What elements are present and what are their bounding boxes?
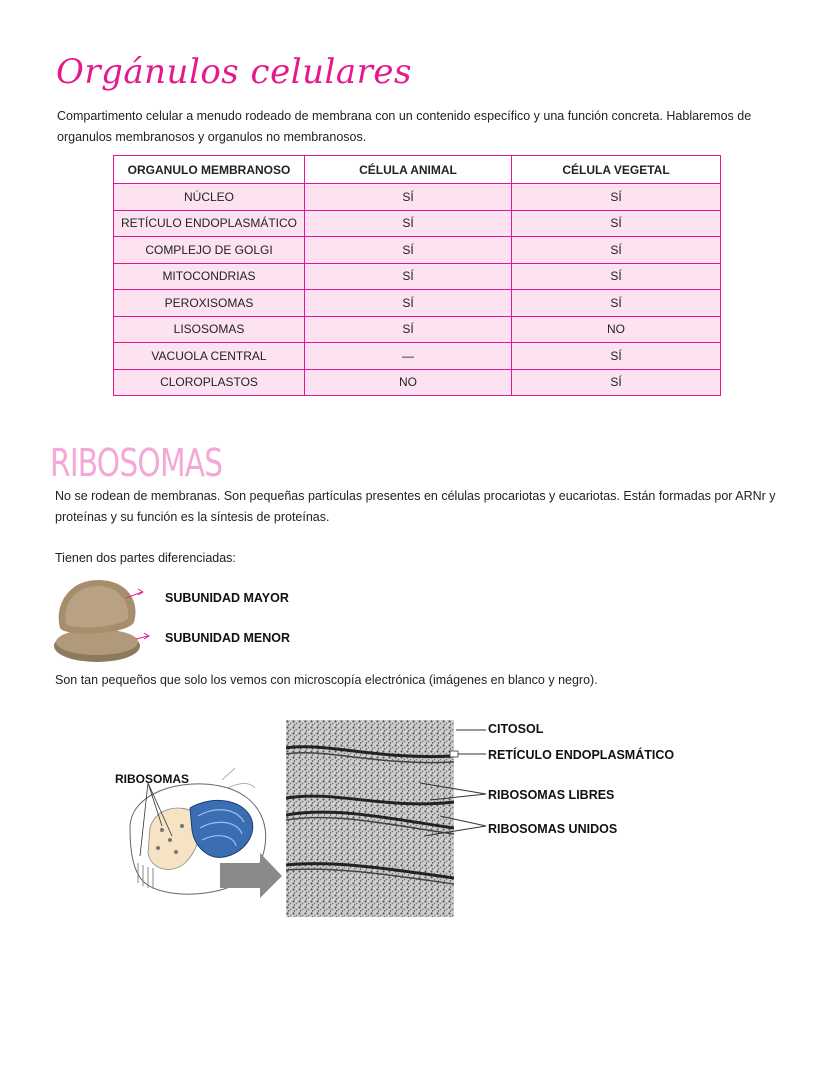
table-row: [114, 369, 721, 396]
table-row: [114, 316, 721, 343]
cell-vegetal: SÍ: [512, 263, 721, 290]
cell-animal: SÍ: [305, 316, 512, 343]
microscopy-note: Son tan pequeños que solo los vemos con microscopía electrónica (imágenes en blanco y negro).: [55, 673, 598, 687]
cell-animal: SÍ: [305, 237, 512, 264]
header-animal: CÉLULA ANIMAL: [305, 156, 512, 184]
cell-vegetal: NO: [512, 316, 721, 343]
section-title-ribosomas: RIBOSOMAS: [50, 441, 223, 485]
cell-organulo: VACUOLA CENTRAL: [114, 343, 305, 370]
cell-diagram: [110, 768, 290, 908]
table-row: [114, 184, 721, 211]
cell-organulo: LISOSOMAS: [114, 316, 305, 343]
cell-animal: SÍ: [305, 290, 512, 317]
cell-animal: —: [305, 343, 512, 370]
cell-organulo: RETÍCULO ENDOPLASMÁTICO: [114, 210, 305, 237]
label-ribosomas-libres: RIBOSOMAS LIBRES: [488, 788, 615, 802]
intro-paragraph: Compartimento celular a menudo rodeado de membrana con un contenido específico y una función concreta. Hablaremos de organulos membranosos y organulos no membranosos.: [57, 109, 752, 144]
label-citosol: CITOSOL: [488, 722, 544, 736]
table-row: [114, 343, 721, 370]
cell-animal: SÍ: [305, 184, 512, 211]
label-subunidad-mayor: SUBUNIDAD MAYOR: [165, 591, 289, 605]
ribosome-description: No se rodean de membranas. Son pequeñas partículas presentes en células procariotas y eucariotas. Están formadas por ARNr y proteínas y su función es la síntesis de proteínas.: [55, 489, 776, 524]
table-header-row: [114, 156, 721, 184]
cell-vegetal: SÍ: [512, 343, 721, 370]
cell-vegetal: SÍ: [512, 369, 721, 396]
page-title: Orgánulos celulares: [56, 52, 412, 92]
cell-organulo: PEROXISOMAS: [114, 290, 305, 317]
parts-intro: Tienen dos partes diferenciadas:: [55, 551, 236, 565]
table-row: [114, 290, 721, 317]
header-vegetal: CÉLULA VEGETAL: [512, 156, 721, 184]
table-row: [114, 210, 721, 237]
cell-organulo: CLOROPLASTOS: [114, 369, 305, 396]
cell-organulo: NÚCLEO: [114, 184, 305, 211]
cell-animal: SÍ: [305, 210, 512, 237]
organelle-table: [113, 155, 721, 396]
header-organulo: ORGANULO MEMBRANOSO: [114, 156, 305, 184]
leader-lines: [420, 718, 490, 838]
table-row: [114, 263, 721, 290]
label-ribosomas-unidos: RIBOSOMAS UNIDOS: [488, 822, 618, 836]
cell-vegetal: SÍ: [512, 237, 721, 264]
cell-vegetal: SÍ: [512, 290, 721, 317]
label-subunidad-menor: SUBUNIDAD MENOR: [165, 631, 290, 645]
ribosome-illustration: [50, 576, 160, 666]
cell-vegetal: SÍ: [512, 210, 721, 237]
table-row: [114, 237, 721, 264]
cell-vegetal: SÍ: [512, 184, 721, 211]
cell-organulo: MITOCONDRIAS: [114, 263, 305, 290]
cell-animal: NO: [305, 369, 512, 396]
label-ribosomas: RIBOSOMAS: [115, 772, 190, 786]
cell-organulo: COMPLEJO DE GOLGI: [114, 237, 305, 264]
cell-animal: SÍ: [305, 263, 512, 290]
label-reticulo: RETÍCULO ENDOPLASMÁTICO: [488, 748, 675, 762]
